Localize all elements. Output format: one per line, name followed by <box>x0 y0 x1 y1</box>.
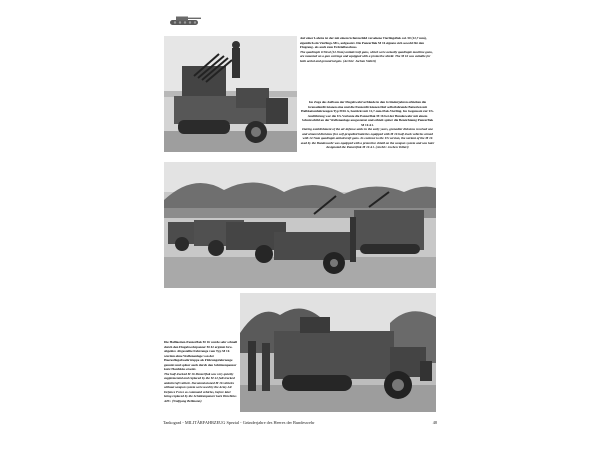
caption-german: Auf einer Lafette ist der mit einem Schutzschild versehene Vierlingsflak cal. 50 (12,7 mm), eigentlich ein Vierlings-MG, aufgesetzt. Die Panzerflak M 16 eignete sich sowohl für den Flugzeug- als auch zum Erdzielbeschuss. <box>300 36 427 49</box>
footer-text: Tankograd - MILITÄRFAHRZEUG Spezial - Gründerjahre des Heeres der Bundeswehr <box>163 420 315 425</box>
photo-m16-battery-column <box>164 162 436 288</box>
page-footer <box>163 420 437 425</box>
photo-m16-command-vehicle <box>240 293 436 412</box>
caption-german: Im Zuge des Aufbaus der Flugabwehrverbände in den Gründerjahren erhielten die Grenadierdivisionen eine und die Panzerdivisionen fünf selbstfahrende Batterien mit Halbkettenfahrzeugen Typ M16 A, bestückt mit 12,7-mm-Flak-Vierling. Im Gegensatz zur US-Ausführung war die US-Variante die Panzerflak M 16 bei der Bundeswehr mit einem Schutzschild an der Waffenanlage ausgestattet und erhielt später die Bezeichnung Panzerflak M 16 A1. <box>301 100 434 127</box>
caption-english: The quadruple 0.50cal (12.7mm) antiaircraft guns, which were actually quadruple machine guns, are mounted on a gun carriage and equipped with a protective shield. The M 16 was suitable for both aerial and ground targets. (Archiv: Jochen Vollert) <box>300 49 433 63</box>
caption-english: During establishment of the air defense units in the early years, grenadier divisions received one and armored divisions five self-propelled batteries equipped with M 16 half-track vehicles armed with 12.7mm quadruple antiaircraft guns. In contrast to the US version, the variant of the M 16 used by the Bundeswehr was equipped with a protective shield on the weapon system and was later designated the Panzerflak M 16 A1. (Archiv: Jochen Vollert) <box>300 127 435 149</box>
caption-german: Die Halbketten-Panzerflak M 16 wurde sehr schnell durch den Flugabwehrpanzer M 42 ergänzt bzw. abgelöst. Abgestellte Fahrzeuge vom Typ M 16 wurden ohne Waffenanlage von der Heeresflugabwehrtruppe als Führungsfahrzeuge genutzt und später auch durch den Schützenpanzer kurz Hotchkiss ersetzt. <box>164 340 238 371</box>
page-number: 48 <box>432 420 437 425</box>
caption-photo-2 <box>300 100 435 150</box>
caption-photo-1 <box>300 36 435 63</box>
photo-m16-quad-antiaircraft <box>164 36 297 152</box>
tankograd-logo-icon <box>168 14 202 28</box>
caption-photo-3 <box>164 340 237 403</box>
caption-english: The half-tracked M 16 Panzerflak was very quickly supplemented and replaced by the M 42 full-tracked antiaircraft vehicle. Decommissioned M 16 vehicles without weapon system were used by the Army Air Defence Force as command vehicles, before later being replaced by the Schützenpanzer kurz Hotchkiss APC. (Wolfgang Bellmann) <box>164 371 237 403</box>
